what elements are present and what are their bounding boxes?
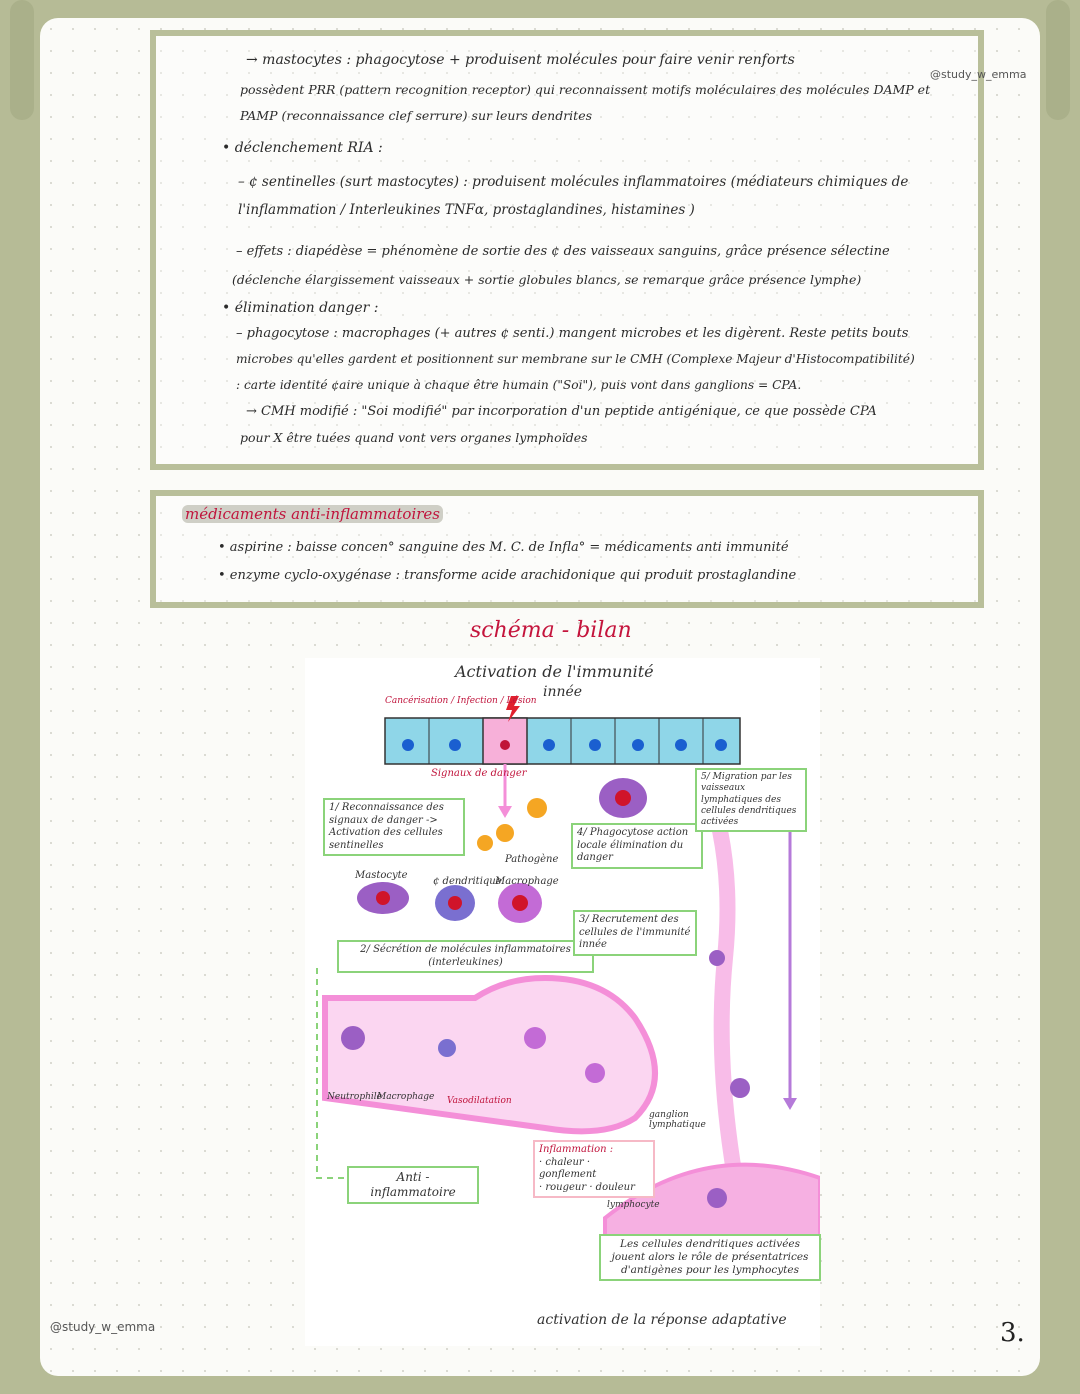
handle-top: @study_w_emma xyxy=(930,68,1027,81)
epithelium-row xyxy=(385,718,740,764)
note-line-8: (déclenche élargissement vaisseaux + sortie globules blancs, se remarque grâce présence lymphe) xyxy=(232,272,862,287)
page-number: 3. xyxy=(1000,1318,1025,1348)
note-line-4: • déclenchement RIA : xyxy=(222,140,383,156)
note-line-1: → mastocytes : phagocytose + produisent molécules pour faire venir renforts xyxy=(246,52,795,68)
note-line-2: possèdent PRR (pattern recognition receptor) qui reconnaissent motifs moléculaires des molécules DAMP et xyxy=(240,82,931,97)
note-line-5: – ¢ sentinelles (surt mastocytes) : produisent molécules inflammatoires (médiateurs chimiques de xyxy=(238,174,909,190)
note-line-6: l'inflammation / Interleukines TNFα, prostaglandines, histamines ) xyxy=(238,202,695,218)
meds-line-1: • aspirine : baisse concen° sanguine des M. C. de Infla° = médicaments anti immunité xyxy=(218,540,789,555)
meds-line-2: • enzyme cyclo-oxygénase : transforme acide arachidonique qui produit prostaglandine xyxy=(218,568,797,583)
macrophage-label: Macrophage xyxy=(495,876,559,887)
meds-title-text: médicaments anti-inflammatoires xyxy=(182,505,443,523)
note-line-7: – effets : diapédèse = phénomène de sortie des ¢ des vaisseaux sanguins, grâce présence sélectine xyxy=(236,244,890,259)
step3-text: 3/ Recrutement des cellules de l'immunité innée xyxy=(579,914,691,950)
macrophage2-label: Macrophage xyxy=(377,1092,435,1102)
immunity-diagram xyxy=(305,658,820,1346)
step5-text: 5/ Migration par les vaisseaux lymphatiques des cellules dendritiques activées xyxy=(701,772,797,827)
note-line-12: : carte identité ¢aire unique à chaque être humain ("Soi"), puis vont dans ganglions = CPA. xyxy=(236,378,802,392)
step1-box xyxy=(323,798,465,856)
dendritic-note-text: Les cellules dendritiques activées jouent alors le rôle de présentatrices d'antigènes pour les lymphocytes xyxy=(611,1238,809,1277)
schema-title: schéma - bilan xyxy=(470,618,632,643)
inflammation-box xyxy=(533,1140,655,1198)
dendritic-note-box xyxy=(599,1234,821,1281)
note-line-13: → CMH modifié : "Soi modifié" par incorporation d'un peptide antigénique, ce que possède CPA xyxy=(246,404,877,419)
diagram-title-2: innée xyxy=(543,684,583,700)
anti-inflammatory-text: Anti - inflammatoire xyxy=(370,1170,456,1199)
inflammation-2: · rougeur · douleur xyxy=(539,1181,635,1193)
inflammation-1: · chaleur · gonflement xyxy=(539,1156,597,1180)
note-line-3: PAMP (reconnaissance clef serrure) sur leurs dendrites xyxy=(240,108,593,123)
ganglion-label: ganglion lymphatique xyxy=(649,1110,706,1130)
diagram-title: Activation de l'immunité xyxy=(455,662,654,681)
meds-title xyxy=(182,505,443,523)
adaptive-activation: activation de la réponse adaptative xyxy=(537,1312,787,1328)
note-line-11: microbes qu'elles gardent et positionnent sur membrane sur le CMH (Complexe Majeur d'Histocompatibilité) xyxy=(236,352,915,366)
mastocyte-label: Mastocyte xyxy=(355,870,408,881)
note-line-14: pour X être tuées quand vont vers organes lymphoïdes xyxy=(240,430,588,445)
lymphocyte-label: lymphocyte xyxy=(607,1200,660,1210)
cause-label: Cancérisation / Infection / Lésion xyxy=(385,696,537,706)
note-line-10: – phagocytose : macrophages (+ autres ¢ senti.) mangent microbes et les digèrent. Reste petits bouts xyxy=(236,326,909,341)
anti-inflammatory-box xyxy=(347,1166,479,1204)
pathogene-label: Pathogène xyxy=(505,854,559,865)
signals-label: Signaux de danger xyxy=(431,768,527,779)
step3-box xyxy=(573,910,697,956)
step2-box xyxy=(337,940,594,973)
inflammation-title: Inflammation : xyxy=(539,1144,614,1155)
step2-text: 2/ Sécrétion de molécules inflammatoires xyxy=(360,944,571,955)
dendritique-label: ¢ dendritique xyxy=(433,876,502,887)
step1-text: 1/ Reconnaissance des signaux de danger -> Activation des cellules sentinelles xyxy=(329,802,444,851)
step4-box xyxy=(571,823,703,869)
handle-bottom: @study_w_emma xyxy=(50,1320,156,1334)
step4-text: 4/ Phagocytose action locale élimination du danger xyxy=(577,827,689,863)
step2-sub: (interleukines) xyxy=(428,956,503,968)
vasodilatation-label: Vasodilatation xyxy=(447,1096,512,1106)
note-line-9: • élimination danger : xyxy=(222,300,379,316)
neutrophile-label: Neutrophile xyxy=(327,1092,382,1102)
step5-box xyxy=(695,768,807,832)
